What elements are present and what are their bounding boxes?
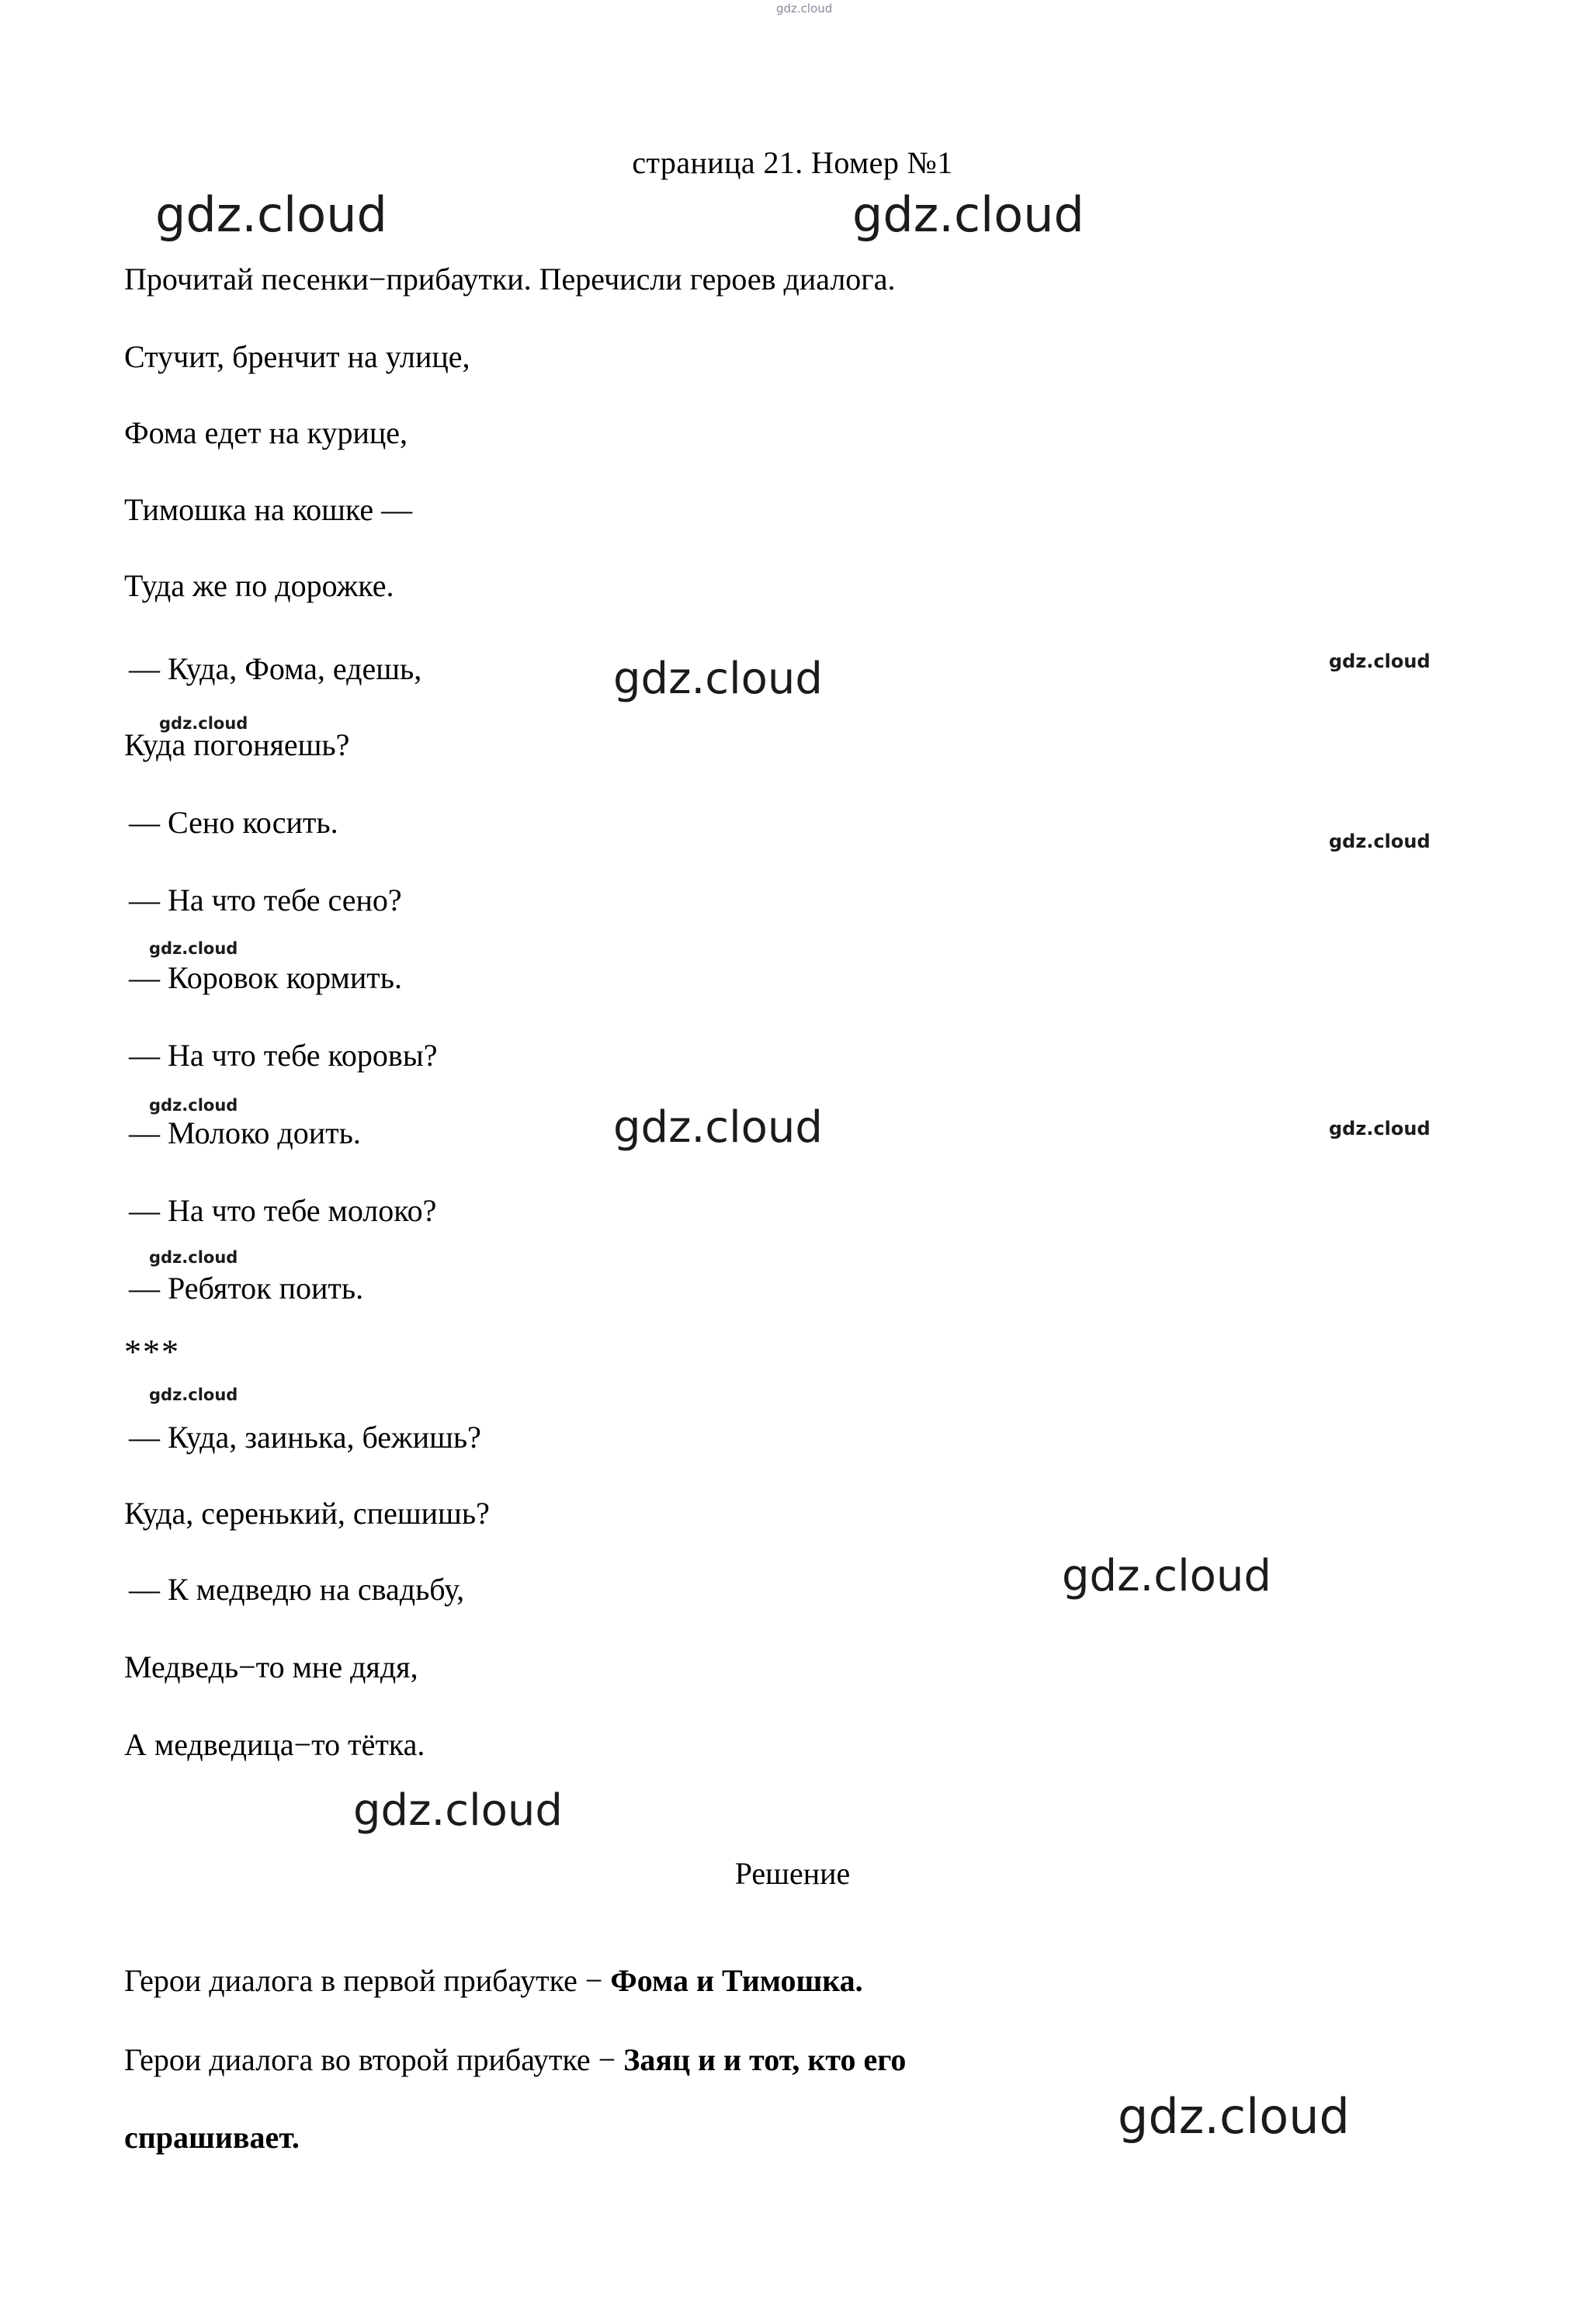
poem-line: Туда же по дорожке. bbox=[124, 568, 394, 603]
answer-line bbox=[124, 2119, 300, 2156]
watermark-logo: gdz.cloud bbox=[613, 1102, 823, 1153]
poem-line: Куда погоняешь? bbox=[124, 727, 350, 762]
section-separator: *** bbox=[124, 1333, 180, 1371]
answer-prefix: Герои диалога в первой прибаутке − bbox=[124, 1963, 611, 1998]
watermark-logo: gdz.cloud bbox=[1329, 831, 1431, 852]
watermark-logo: gdz.cloud bbox=[159, 714, 248, 733]
watermark-logo: gdz.cloud bbox=[613, 654, 823, 704]
poem-line: Фома едет на курице, bbox=[124, 415, 408, 450]
watermark-logo: gdz.cloud bbox=[149, 1248, 238, 1267]
poem-line: — К медведю на свадьбу, bbox=[129, 1572, 465, 1607]
poem-line: — На что тебе коровы? bbox=[129, 1038, 438, 1073]
poem-line: — Коровок кормить. bbox=[129, 960, 402, 995]
poem-line: Тимошка на кошке — bbox=[124, 492, 413, 527]
watermark-logo: gdz.cloud bbox=[149, 939, 238, 958]
task-statement: Прочитай песенки−прибаутки. Перечисли героев диалога. bbox=[124, 262, 896, 297]
watermark-logo: gdz.cloud bbox=[155, 186, 387, 243]
watermark-logo: gdz.cloud bbox=[852, 186, 1084, 243]
watermark-logo: gdz.cloud bbox=[776, 2, 833, 16]
page-title: страница 21. Номер №1 bbox=[632, 145, 953, 180]
poem-line: — Сено косить. bbox=[129, 805, 338, 840]
watermark-logo: gdz.cloud bbox=[149, 1386, 238, 1404]
answer-highlight: Фома и Тимошка. bbox=[610, 1963, 863, 1998]
solution-heading: Решение bbox=[734, 1856, 851, 1891]
watermark-logo: gdz.cloud bbox=[1062, 1551, 1271, 1601]
answer-highlight: спрашивает. bbox=[124, 2120, 300, 2155]
answer-prefix: Герои диалога во второй прибаутке − bbox=[124, 2042, 624, 2077]
poem-line: — На что тебе молоко? bbox=[129, 1193, 437, 1228]
poem-line: — Куда, Фома, едешь, bbox=[129, 651, 422, 686]
poem-line: — Молоко доить. bbox=[129, 1115, 361, 1150]
watermark-logo: gdz.cloud bbox=[1329, 1118, 1431, 1139]
poem-line: — Куда, заинька, бежишь? bbox=[129, 1420, 481, 1455]
watermark-logo: gdz.cloud bbox=[1329, 650, 1431, 672]
watermark-logo: gdz.cloud bbox=[353, 1785, 563, 1836]
poem-line: Куда, серенький, спешишь? bbox=[124, 1496, 490, 1531]
poem-line: — Ребяток поить. bbox=[129, 1271, 364, 1306]
watermark-logo: gdz.cloud bbox=[1118, 2088, 1350, 2145]
answer-highlight: Заяц и и тот, кто его bbox=[623, 2042, 907, 2077]
poem-line: Медведь−то мне дядя, bbox=[124, 1649, 418, 1684]
answer-line bbox=[124, 1962, 863, 1999]
poem-line: Стучит, бренчит на улице, bbox=[124, 339, 470, 374]
poem-line: — На что тебе сено? bbox=[129, 883, 402, 917]
poem-line: А медведица−то тётка. bbox=[124, 1727, 425, 1762]
watermark-logo: gdz.cloud bbox=[149, 1096, 238, 1115]
answer-line bbox=[124, 2041, 906, 2078]
